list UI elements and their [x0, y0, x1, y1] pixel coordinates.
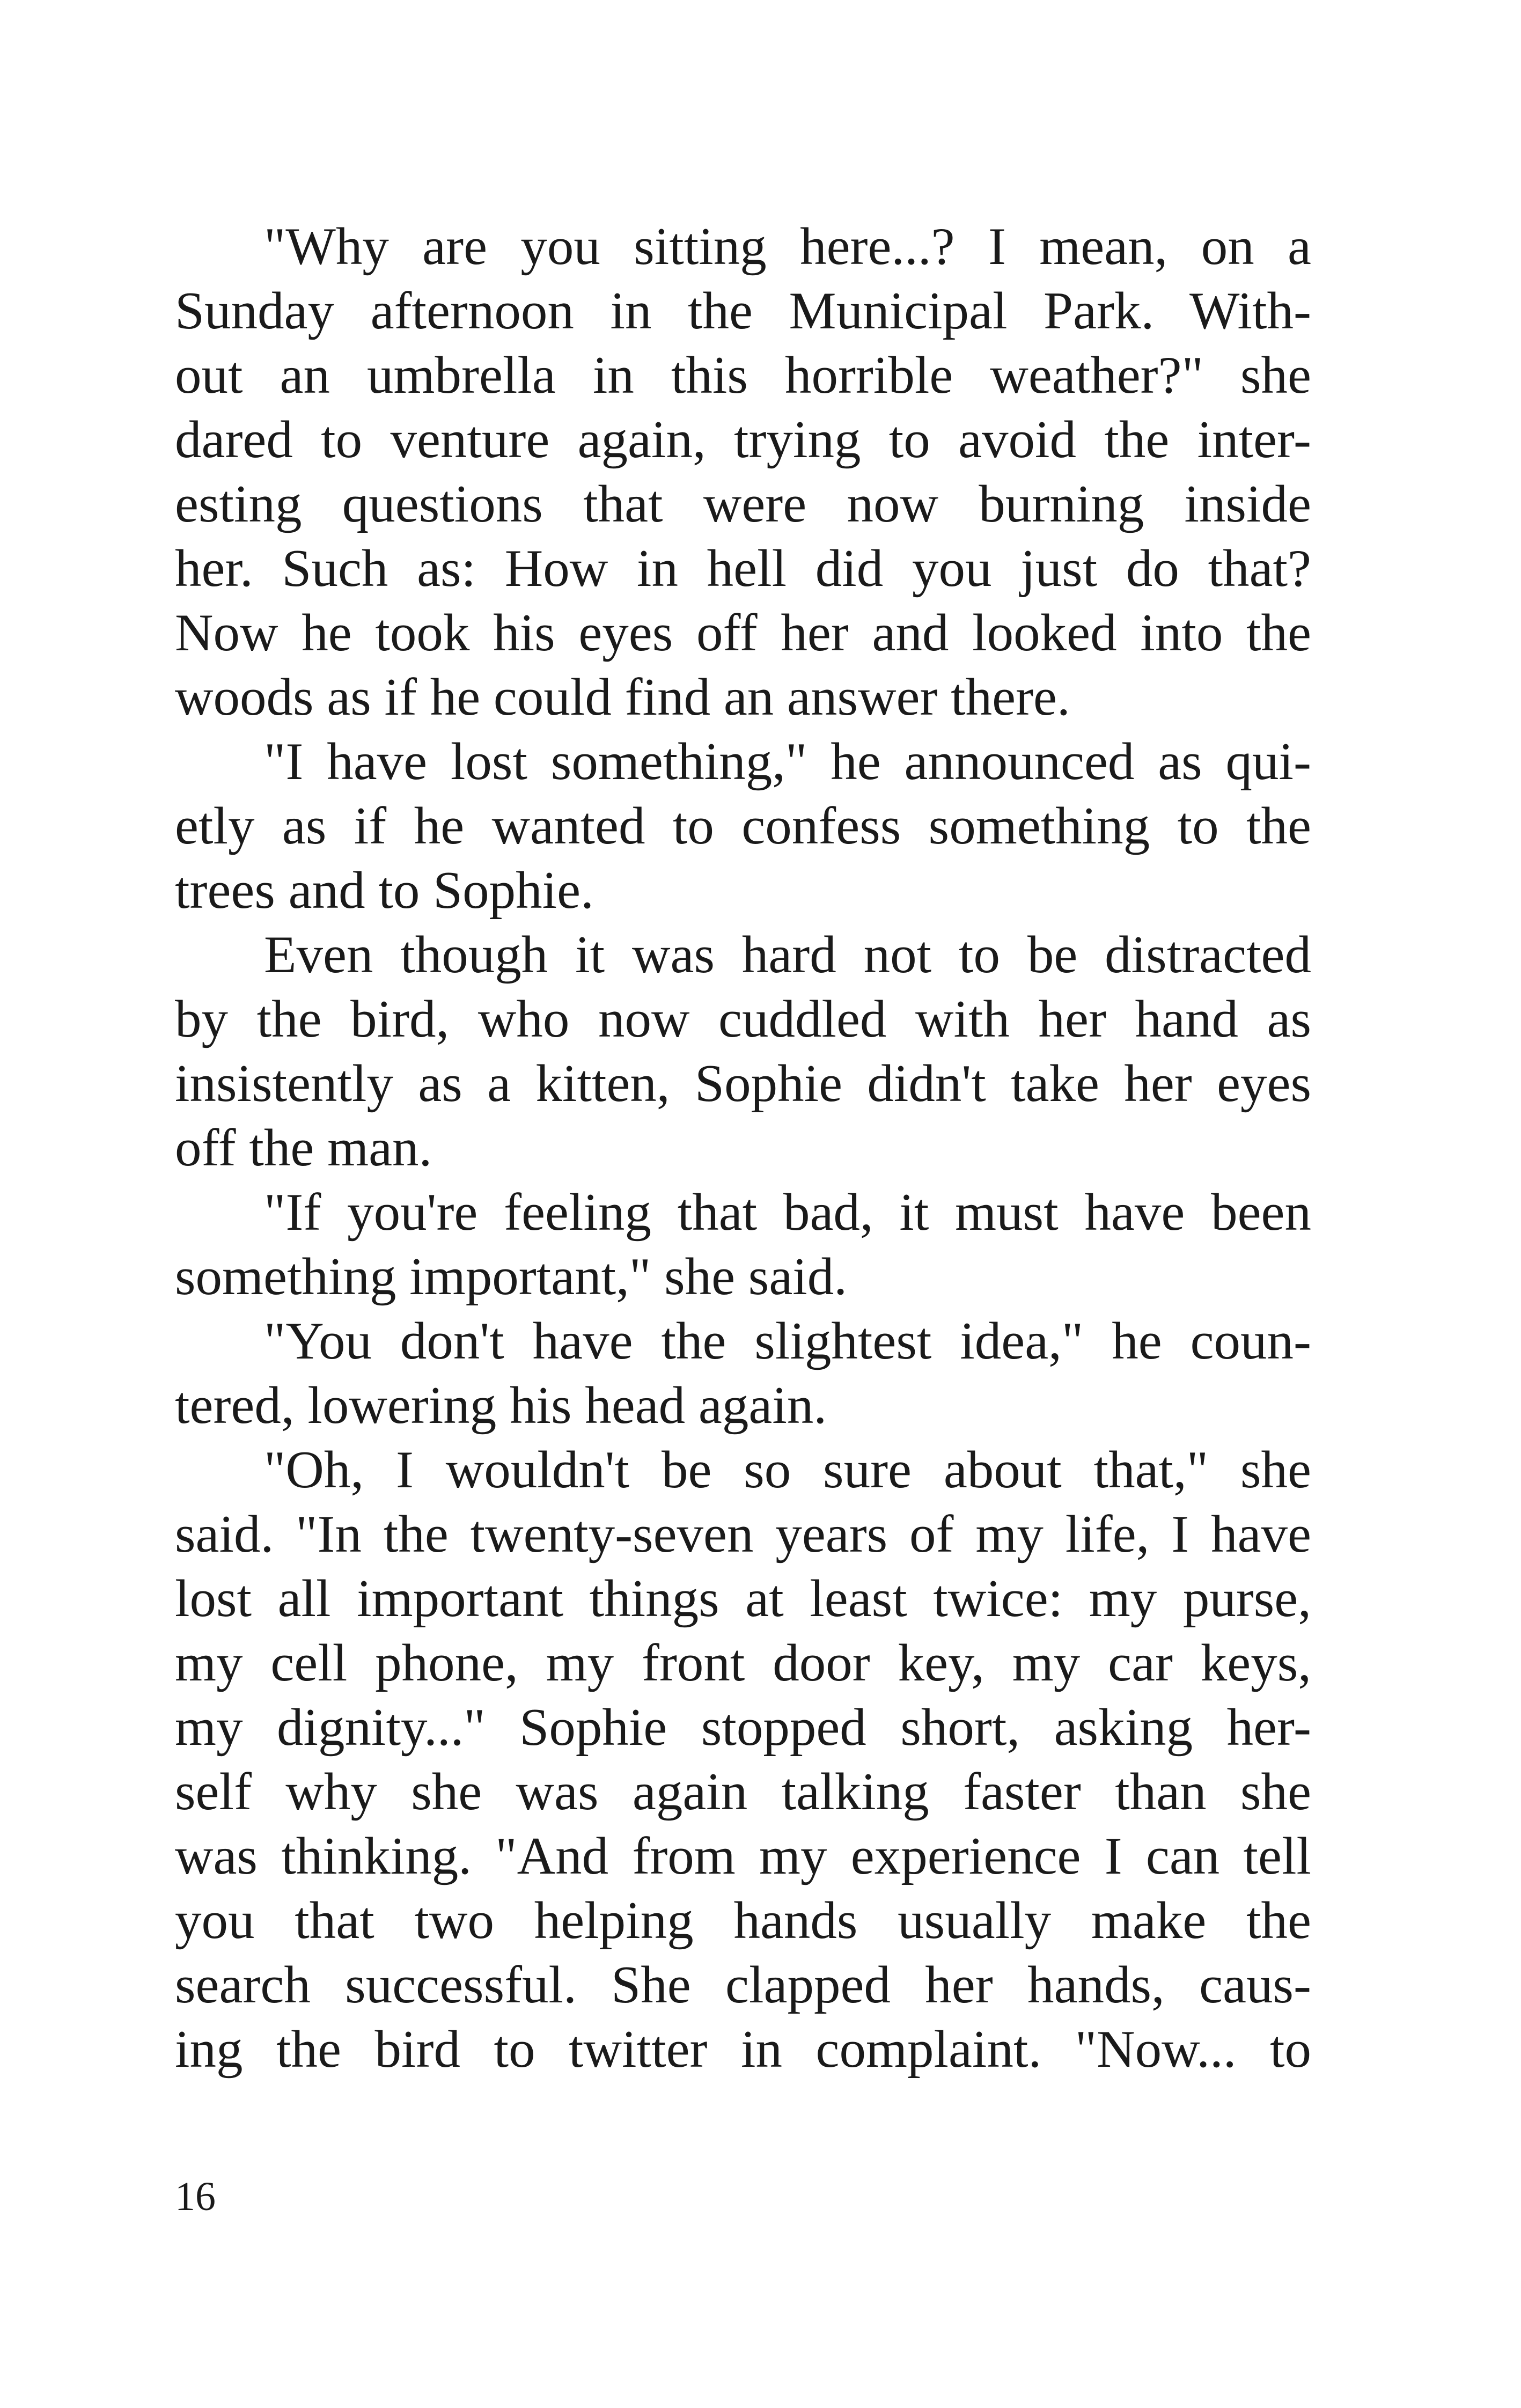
text-line: trees and to Sophie. [175, 861, 594, 920]
text-line: insistently as a kitten, Sophie didn't take her eyes [175, 1054, 1311, 1113]
text-line: said. "In the twenty-seven years of my life, I have [175, 1505, 1311, 1563]
text-line: my cell phone, my front door key, my car keys, [175, 1634, 1311, 1692]
text-line: woods as if he could find an answer there. [175, 668, 1070, 726]
text-line: tered, lowering his head again. [175, 1376, 827, 1435]
text-line: Even though it was hard not to be distracted [264, 926, 1311, 984]
text-line: Now he took his eyes off her and looked into the [175, 604, 1311, 662]
text-line: by the bird, who now cuddled with her hand as [175, 990, 1311, 1048]
text-line: "Oh, I wouldn't be so sure about that," she [264, 1441, 1311, 1499]
text-line: something important," she said. [175, 1247, 848, 1306]
text-line: "You don't have the slightest idea," he coun- [264, 1312, 1311, 1370]
text-line: ing the bird to twitter in complaint. "Now... to [175, 2020, 1311, 2079]
text-line: esting questions that were now burning inside [175, 475, 1311, 533]
text-line: search successful. She clapped her hands, caus- [175, 1956, 1311, 2014]
text-line: Sunday afternoon in the Municipal Park. With- [175, 282, 1311, 340]
text-line: "If you're feeling that bad, it must have been [264, 1183, 1311, 1242]
text-line: off the man. [175, 1119, 432, 1177]
text-line: "Why are you sitting here...? I mean, on a [264, 217, 1311, 276]
text-line: self why she was again talking faster than she [175, 1763, 1311, 1821]
text-line: was thinking. "And from my experience I can tell [175, 1827, 1311, 1885]
text-line: out an umbrella in this horrible weather?" she [175, 346, 1311, 405]
text-line: her. Such as: How in hell did you just do that? [175, 539, 1311, 598]
text-line: "I have lost something," he announced as qui- [264, 732, 1311, 791]
text-line: etly as if he wanted to confess something to the [175, 797, 1311, 855]
text-line: you that two helping hands usually make the [175, 1891, 1311, 1950]
text-line: my dignity..." Sophie stopped short, asking her- [175, 1698, 1311, 1757]
text-line: dared to venture again, trying to avoid the inter- [175, 410, 1311, 469]
page-number: 16 [175, 2174, 216, 2219]
text-line: lost all important things at least twice: my purse, [175, 1569, 1311, 1628]
